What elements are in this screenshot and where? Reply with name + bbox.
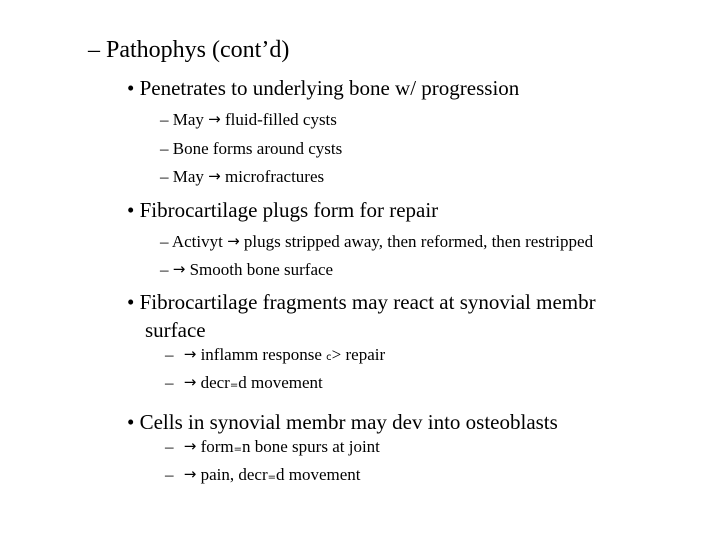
sub-text: Smooth bone surface	[189, 260, 334, 279]
bullet-4-text: Cells in synovial membr may dev into osteoblasts	[139, 410, 558, 434]
sub-text: decr	[200, 373, 230, 392]
sub-dash: –	[165, 373, 174, 392]
sub-text: form	[200, 437, 234, 456]
sub-4-1	[165, 438, 380, 455]
symbol-glyph: =	[233, 444, 243, 455]
sub-text: Bone forms around cysts	[172, 139, 343, 158]
sub-text: fluid-filled cysts	[225, 110, 337, 129]
sub-text: microfractures	[225, 167, 325, 186]
bullet-3-text-line2: surface	[145, 318, 206, 342]
bullet-4	[127, 412, 558, 433]
right-arrow-icon: →	[208, 167, 221, 185]
sub-text: > repair	[331, 345, 386, 364]
sub-dash: –	[160, 139, 169, 158]
bullet-marker: •	[127, 198, 135, 222]
sub-text: pain, decr	[200, 465, 268, 484]
sub-text: d movement	[238, 373, 323, 392]
sub-dash: –	[165, 345, 174, 364]
right-arrow-icon: →	[183, 373, 197, 391]
sub-text: May	[172, 167, 204, 186]
right-arrow-icon: →	[183, 465, 197, 483]
sub-1-3	[160, 168, 324, 185]
bullet-2	[127, 200, 438, 221]
heading-dash: –	[88, 37, 100, 63]
sub-3-1	[165, 346, 385, 363]
bullet-2-text: Fibrocartilage plugs form for repair	[139, 198, 439, 222]
sub-text: n bone spurs at joint	[242, 437, 380, 456]
sub-1-1	[160, 111, 337, 128]
sub-4-2	[165, 466, 361, 483]
symbol-glyph: =	[267, 472, 276, 483]
symbol-glyph: =	[229, 380, 239, 391]
sub-2-2	[160, 261, 333, 278]
right-arrow-icon: →	[227, 232, 240, 250]
right-arrow-icon: →	[183, 345, 197, 363]
sub-dash: –	[165, 465, 174, 484]
sub-2-1	[160, 233, 593, 250]
sub-1-2	[160, 140, 342, 157]
bullet-3	[127, 292, 596, 313]
sub-dash: –	[160, 167, 169, 186]
sub-text: d movement	[276, 465, 361, 484]
heading-text: Pathophys (cont’d)	[106, 37, 290, 63]
sub-text: May	[172, 110, 204, 129]
sub-dash: –	[160, 110, 169, 129]
right-arrow-icon: →	[172, 260, 186, 278]
sub-dash: –	[165, 437, 174, 456]
bullet-marker: •	[127, 76, 135, 100]
symbol-glyph: c	[326, 352, 332, 363]
sub-dash: –	[160, 232, 169, 251]
right-arrow-icon: →	[183, 437, 197, 455]
sub-text: plugs stripped away, then reformed, then restripped	[243, 232, 594, 251]
bullet-1	[127, 78, 519, 99]
sub-text: Activyt	[171, 232, 223, 251]
slide-heading	[88, 38, 289, 62]
right-arrow-icon: →	[208, 110, 221, 128]
bullet-marker: •	[127, 290, 135, 314]
bullet-3-cont	[145, 320, 206, 341]
sub-dash: –	[160, 260, 169, 279]
bullet-marker: •	[127, 410, 135, 434]
bullet-3-text-line1: Fibrocartilage fragments may react at synovial membr	[139, 290, 596, 314]
sub-text: inflamm response	[200, 345, 327, 364]
sub-3-2	[165, 374, 323, 391]
bullet-1-text: Penetrates to underlying bone w/ progression	[139, 76, 520, 100]
